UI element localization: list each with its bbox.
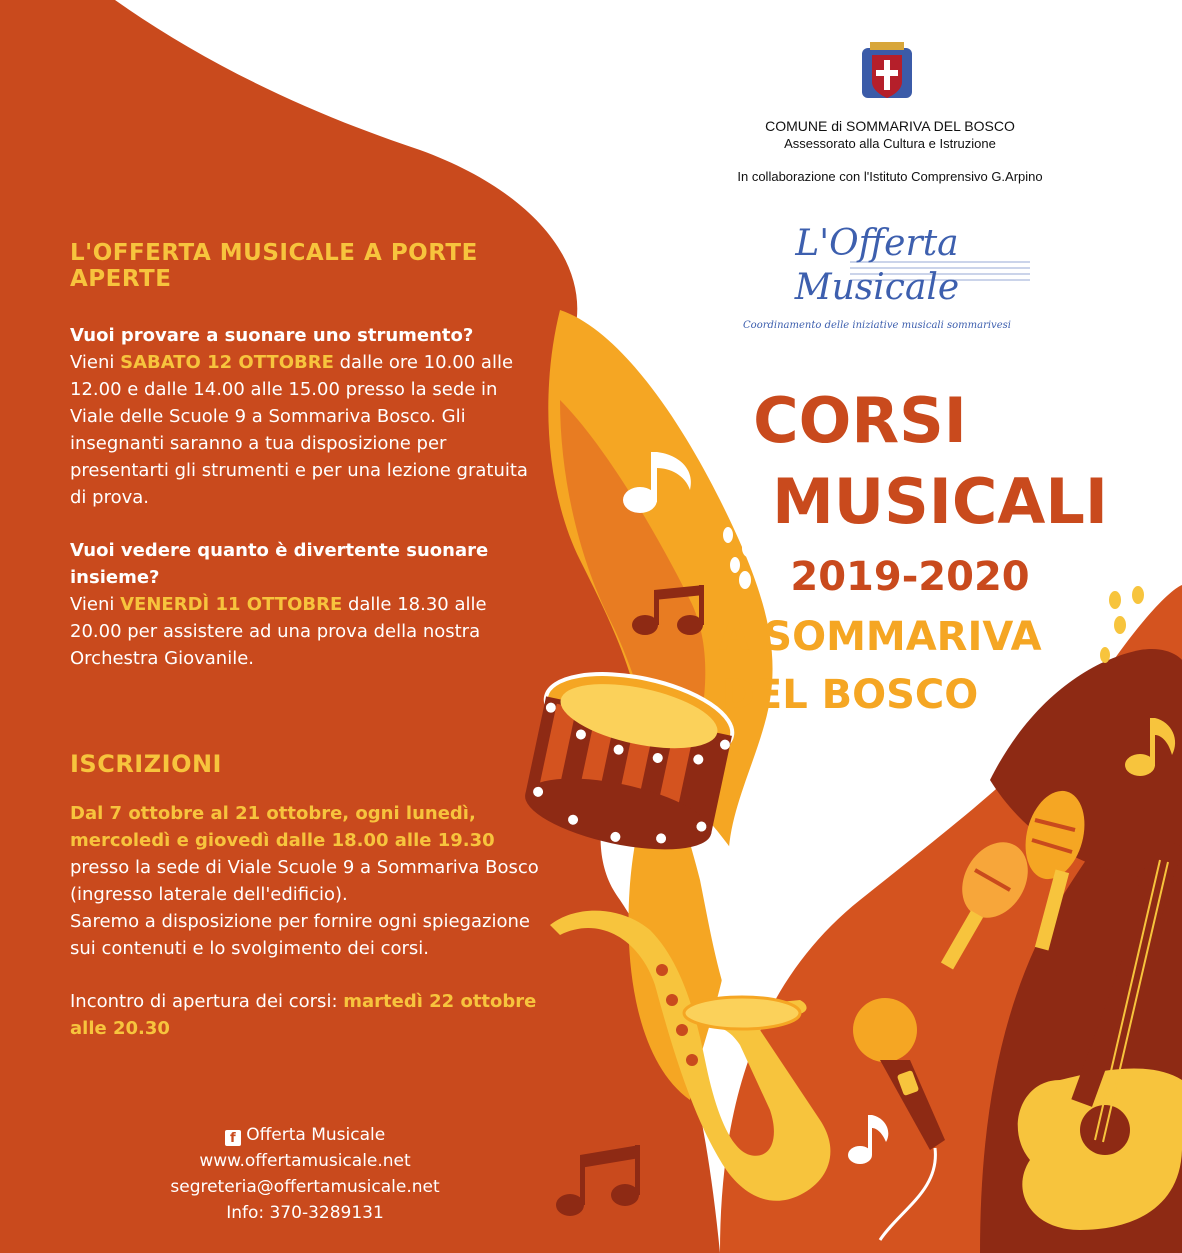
question-2: Vuoi vedere quanto è divertente suonare insieme?	[70, 540, 489, 588]
open-doors-title: L'OFFERTA MUSICALE A PORTE APERTE	[70, 240, 478, 292]
iscrizioni-paragraph-3	[70, 988, 540, 1042]
date-highlight: SABATO 12 OTTOBRE	[120, 352, 334, 373]
hero-title	[700, 385, 1160, 723]
coat-of-arms-icon	[862, 42, 912, 98]
text: Vieni	[70, 594, 121, 615]
open-doors-paragraph-1	[70, 322, 540, 511]
offerta-musicale-logo	[712, 222, 1042, 331]
hero-place-2: DEL BOSCO	[721, 672, 979, 718]
iscrizioni-paragraph-1	[70, 800, 540, 908]
contacts	[130, 1122, 480, 1226]
text: presso la sede di Viale Scuole 9 a Sommariva Bosco (ingresso laterale dell'edificio).	[70, 857, 539, 905]
website-link[interactable]: www.offertamusicale.net	[199, 1151, 411, 1171]
email-link[interactable]: segreteria@offertamusicale.net	[170, 1177, 440, 1197]
hero-years: 2019-2020	[790, 554, 1030, 600]
opening-date-highlight: martedì 22 ottobre alle 20.30	[70, 991, 537, 1039]
phone-info: Info: 370-3289131	[226, 1203, 384, 1223]
iscrizioni-paragraph-2: Saremo a disposizione per fornire ogni spiegazione sui contenuti e lo svolgimento dei corsi.	[70, 911, 530, 959]
hero-line-musicali: MUSICALI	[772, 465, 1108, 538]
question-1: Vuoi provare a suonare uno strumento?	[70, 325, 474, 346]
dates-highlight: Dal 7 ottobre al 21 ottobre, ogni lunedì, mercoledì e giovedì dalle 18.00 alle 19.30	[70, 803, 495, 851]
facebook-link[interactable]	[130, 1122, 480, 1148]
facebook-label: Offerta Musicale	[246, 1125, 386, 1145]
collaborazione: In collaborazione con l'Istituto Comprensivo G.Arpino	[737, 169, 1043, 184]
open-doors-paragraph-2	[70, 537, 540, 672]
assessorato: Assessorato alla Cultura e Istruzione	[784, 136, 996, 151]
logo-title: L'Offerta Musicale	[794, 223, 960, 308]
iscrizioni-title: ISCRIZIONI	[70, 750, 222, 778]
hero-line-corsi: CORSI	[753, 384, 967, 457]
open-doors-section	[70, 240, 540, 672]
text: Vieni	[70, 352, 121, 373]
text: dalle ore 10.00 alle 12.00 e dalle 14.00 alle 15.00 presso la sede in Viale delle Scuole 9 a Sommariva Bosco. Gli insegnanti saranno a tua disposizione per presentarti gli strumenti e per una lezione gratuita di prova.	[70, 352, 528, 508]
facebook-icon: f	[225, 1130, 241, 1146]
hero-place-1: A SOMMARIVA	[718, 614, 1042, 660]
logo-subtitle: Coordinamento delle iniziative musicali sommarivesi	[743, 320, 1011, 331]
text: dalle 18.30 alle 20.00 per assistere ad una prova della nostra Orchestra Giovanile.	[70, 594, 487, 669]
comune-name: COMUNE di SOMMARIVA DEL BOSCO	[765, 118, 1015, 134]
date-highlight: VENERDÌ 11 OTTOBRE	[120, 594, 343, 615]
iscrizioni-section	[70, 750, 540, 1042]
header	[680, 118, 1100, 185]
text: Incontro di apertura dei corsi:	[70, 991, 344, 1012]
